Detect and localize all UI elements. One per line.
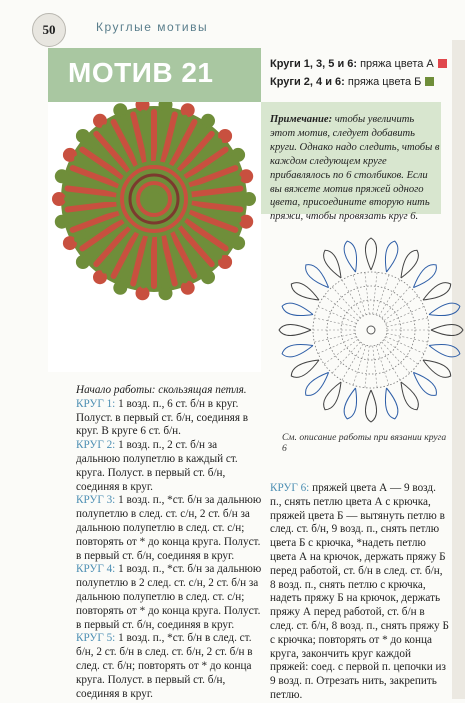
diagram-stitch xyxy=(353,275,366,315)
color-swatch-a xyxy=(438,59,447,68)
diagram-stitch xyxy=(342,280,363,316)
motif-scallop xyxy=(113,281,127,295)
section-title: Круглые мотивы xyxy=(96,20,209,34)
round-1 xyxy=(76,398,262,439)
diagram-loop xyxy=(365,390,376,422)
round-6 xyxy=(270,482,450,703)
round-3 xyxy=(76,494,262,563)
diagram-loop xyxy=(291,283,319,300)
diagram-stitch xyxy=(387,318,428,327)
diagram-loop xyxy=(423,360,451,377)
round-5 xyxy=(76,632,262,701)
diagram-loop xyxy=(344,388,356,419)
diagram-stitch xyxy=(379,280,400,316)
motif-title: МОТИВ 21 xyxy=(68,57,214,88)
round-1-label: КРУГ 1: xyxy=(76,397,116,410)
diagram-stitch xyxy=(376,345,389,385)
yarn-legend xyxy=(270,55,447,91)
crochet-diagram xyxy=(278,234,464,426)
diagram-stitch xyxy=(314,318,355,327)
round-5-text: 1 возд. п., *ст. б/н в след. ст. б/н, 2 ст. б/н в след. ст. б/н, 2 ст. б/н в след. ст. б/н; повторять от * до конца круга. Полуст. в первый ст. б/н, соединяя в круг. xyxy=(76,632,253,700)
diagram-loop xyxy=(306,372,329,395)
round-1-text: 1 возд. п., 6 ст. б/н в круг. Полуст. в первый ст. б/н, соединяя в круг. В круге 6 ст. б/н. xyxy=(76,397,249,438)
motif-scallop xyxy=(159,286,173,300)
motif-scallop xyxy=(181,281,195,295)
diagram-stitch xyxy=(332,342,360,373)
note-body: чтобы увеличить этот мотив, следует добавить круги. Однако надо следить, чтобы в каждом следующем круге прибавлялось по 6 столбиков. Если вы вяжете мотив пряжей одного цвета, присоедините вторую нить пряжи, чтобы провязать круг 6. xyxy=(270,114,440,223)
diagram-loop xyxy=(401,250,418,278)
round-4-text: 1 возд. п., *ст. б/н за дальнюю полупетлю в 2 след. ст. с/н, 2 ст. б/н за дальнюю полупетлю в след. ст. с/н; повторять от * до конца круга. Полуст. в первый ст. б/н, соединяя в круг. xyxy=(76,563,262,631)
diagram-ring xyxy=(327,286,415,374)
diagram-stitch xyxy=(373,346,377,388)
round-3-label: КРУГ 3: xyxy=(76,494,116,507)
round-4 xyxy=(76,563,262,632)
diagram-loop xyxy=(344,241,356,272)
diagram-ring xyxy=(355,314,387,346)
diagram-loop xyxy=(282,303,313,315)
diagram-loop xyxy=(365,238,376,270)
motif-center xyxy=(147,192,161,206)
legend-row-a xyxy=(270,55,447,73)
motif-scallop xyxy=(239,215,253,229)
motif-scallop xyxy=(239,169,253,183)
motif-scallop xyxy=(113,103,127,117)
note-text xyxy=(270,113,440,224)
diagram-stitch xyxy=(342,344,363,380)
motif-scallop xyxy=(55,169,69,183)
diagram-loop xyxy=(429,303,460,315)
diagram-loop xyxy=(306,265,329,288)
round-6-text: пряжей цвета А — 9 возд. п., снять петлю цвета А с крючка, пряжей цвета Б — вытянуть петлю в след. ст. б/н, 9 возд. п., снять петлю цвета Б с крючка, *надеть петлю цвета А на крючок, держать пряжу Б перед работой, ст. б/н в след. ст. б/н, 8 возд. п., снять петлю с крючка, надеть пряжу Б на крючок, держать пряжу А перед работой, ст. б/н в след. ст. б/н, 8 возд. п., снять пряжу Б с крючка; повторять от * до конца круга, закончить круг каждой пряжей: соед. с первой п. цепочки из 9 возд. п. Отрезать нить, закрепить петлю. xyxy=(270,482,449,701)
diagram-loop xyxy=(385,241,397,272)
diagram-loop xyxy=(429,344,460,356)
motif-scallop xyxy=(52,192,66,206)
diagram-stitch xyxy=(376,275,389,315)
motif-scallop xyxy=(55,215,69,229)
diagram-stitch xyxy=(365,346,369,388)
diagram-loop xyxy=(385,388,397,419)
instructions-left xyxy=(76,384,262,701)
diagram-center xyxy=(367,326,375,334)
note-label: Примечание: xyxy=(270,114,333,125)
motif-photo xyxy=(48,102,261,372)
diagram-loop xyxy=(423,283,451,300)
round-5-label: КРУГ 5: xyxy=(76,632,116,645)
diagram-loop xyxy=(279,324,311,335)
diagram-loop xyxy=(413,372,436,395)
diagram-stitch xyxy=(365,272,369,314)
round-3-text: 1 возд. п., *ст. б/н за дальнюю полупетлю в след. ст. с/н, 2 ст. б/н за дальнюю полупетлю в след. ст. с/н; повторять от * до конца круга. Полуст. в первый ст. б/н, соединяя в круг. xyxy=(76,494,262,562)
diagram-loop xyxy=(324,250,341,278)
round-2 xyxy=(76,439,262,494)
legend-label-a: Круги 1, 3, 5 и 6: xyxy=(270,58,358,70)
diagram-loop xyxy=(431,324,463,335)
diagram-stitch xyxy=(314,333,355,342)
round-6-label: КРУГ 6: xyxy=(270,482,310,494)
color-swatch-b xyxy=(425,77,434,86)
page-number: 50 xyxy=(32,13,66,47)
legend-row-b xyxy=(270,73,447,91)
diagram-loop xyxy=(291,360,319,377)
motif-scallop xyxy=(181,103,195,117)
diagram-stitch xyxy=(353,345,366,385)
diagram-loop xyxy=(282,344,313,356)
diagram-stitch xyxy=(379,344,400,380)
motif-scallop xyxy=(242,192,256,206)
legend-label-b: Круги 2, 4 и 6: xyxy=(270,76,345,88)
round-4-label: КРУГ 4: xyxy=(76,563,116,576)
legend-text-b: пряжа цвета Б xyxy=(344,76,422,88)
instructions-right xyxy=(270,482,450,703)
intro-text: Начало работы: скользящая петля. xyxy=(76,384,247,396)
diagram-stitch xyxy=(387,333,428,342)
diagram-loop xyxy=(324,382,341,410)
motif-scallop xyxy=(136,286,150,300)
round-2-label: КРУГ 2: xyxy=(76,439,116,452)
round-2-text: 1 возд. п., 2 ст. б/н за дальнюю полупетлю в каждый ст. круга. Полуст. в первый ст. б/н, соединяя в круг. xyxy=(76,439,238,493)
legend-text-a: пряжа цвета А xyxy=(357,58,434,70)
diagram-caption: См. описание работы при вязании круга 6 xyxy=(282,432,447,454)
diagram-loop xyxy=(413,265,436,288)
diagram-stitch xyxy=(373,272,377,314)
diagram-loop xyxy=(401,382,418,410)
diagram-stitch xyxy=(332,287,360,318)
photo-panel xyxy=(48,102,261,372)
